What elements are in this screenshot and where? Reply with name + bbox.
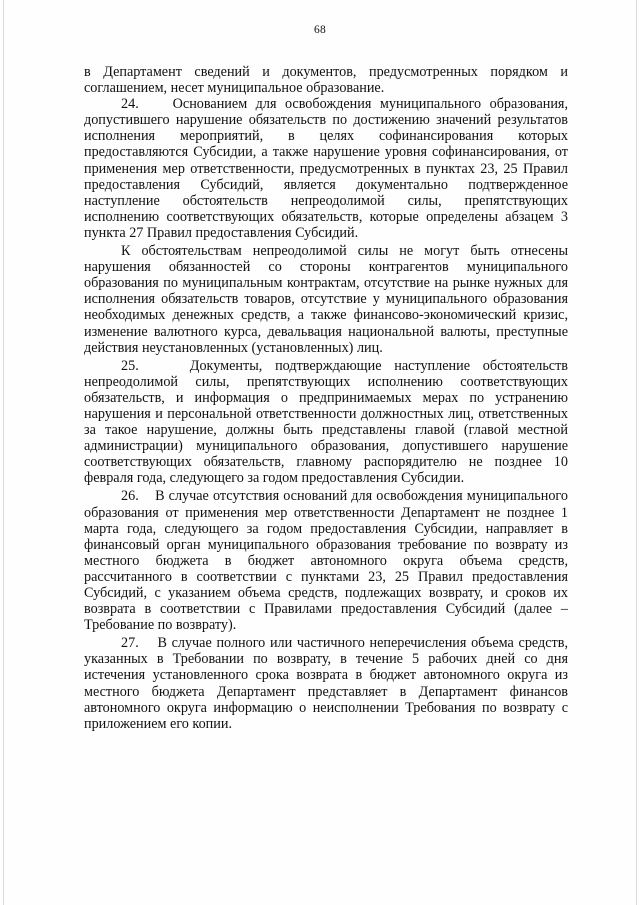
document-body [84, 64, 568, 732]
paragraph-26: 26. В случае отсутствия оснований для освобождения муниципального образования от применения мер ответственности Департамент не позднее 1 марта года, следующего за годом предоставления Субсидии, направляет в финансовый орган муниципального образования требование по возврату из местного бюджета в бюджет автономного округа объема средств, рассчитанного в соответствии с пунктами 23, 25 Правил предоставления Субсидий, с указанием объема средств, подлежащих возврату, и сроков их возврата в соответствии с Правилами предоставления Субсидий (далее – Требование по возврату). [84, 488, 568, 634]
scan-edge-left [3, 0, 4, 905]
paragraph-24-force-majeure: К обстоятельствам непреодолимой силы не могут быть отнесены нарушения обязанностей со стороны контрагентов муниципального образования по муниципальным контрактам, отсутствие на рынке нужных для исполнения обязательств товаров, отсутствие у муниципального образования необходимых денежных средств, а также финансово-экономический кризис, изменение валютного курса, девальвация национальной валюты, преступные действия неустановленных (установленных) лиц. [84, 243, 568, 356]
paragraph-intro: в Департамент сведений и документов, предусмотренных порядком и соглашением, несет муниципальное образование. [84, 64, 568, 97]
scan-edge-right [636, 0, 637, 905]
page-number: 68 [313, 24, 327, 36]
paragraph-25: 25. Документы, подтверждающие наступление обстоятельств непреодолимой силы, препятствующих исполнению соответствующих обязательств, и информация о предпринимаемых мерах по устранению нарушения и персональной ответственности должностных лиц, ответственных за такое нарушение, должны быть представлены главой (главой местной администрации) муниципального образования, допустившего нарушение соответствующих обязательств, главному распорядителю не позднее 10 февраля года, следующего за годом предоставления Субсидии. [84, 357, 568, 487]
paragraph-27: 27. В случае полного или частичного неперечисления объема средств, указанных в Требовании по возврату, в течение 5 рабочих дней со дня истечения установленного срока возврата в бюджет автономного округа из местного бюджета Департамент представляет в Департамент финансов автономного округа информацию о неисполнении Требования по возврату с приложением его копии. [84, 635, 568, 732]
paragraph-24: 24. Основанием для освобождения муниципального образования, допустившего нарушение обязательств по достижению значений результатов исполнения мероприятий, в целях софинансирования которых предоставляются Субсидии, а также нарушение уровня софинансирования, от применения мер ответственности, предусмотренных в пунктах 23, 25 Правил предоставления Субсидий, является документально подтвержденное наступление обстоятельств непреодолимой силы, препятствующих исполнению соответствующих обязательств, которые определены абзацем 3 пункта 27 Правил предоставления Субсидий. [84, 96, 568, 241]
